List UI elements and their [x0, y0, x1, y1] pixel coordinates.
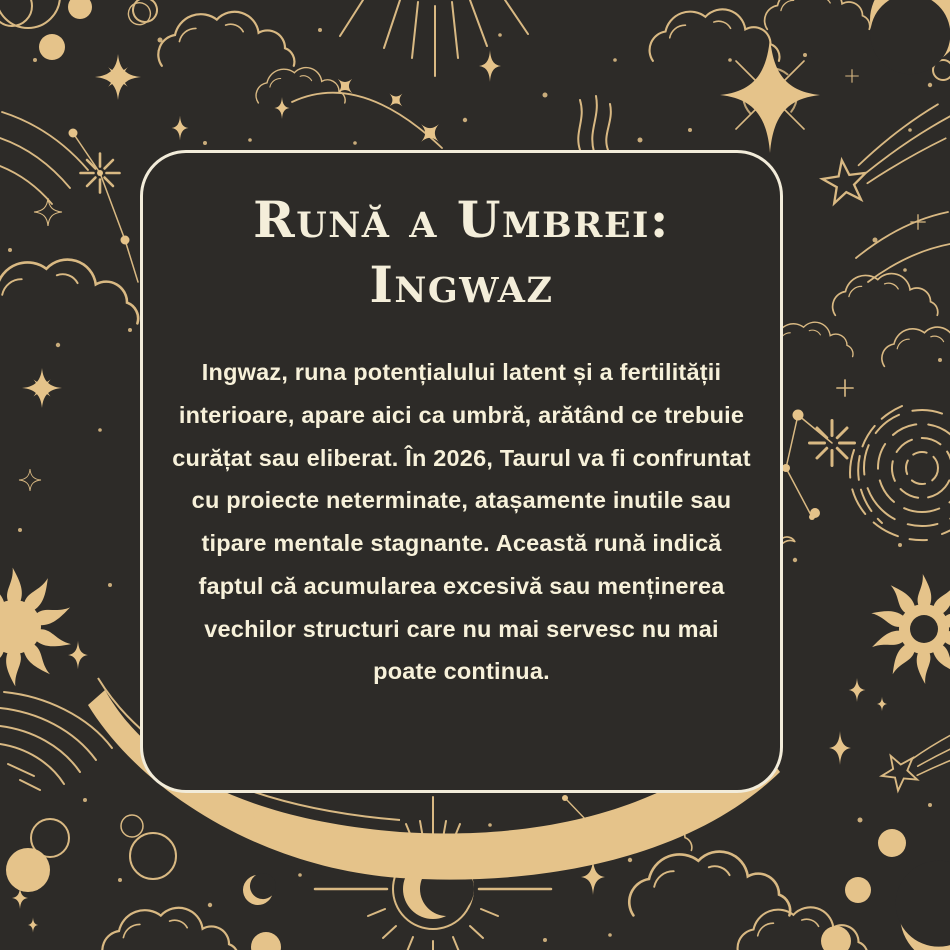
flame-lines-icon: [578, 96, 611, 152]
circle-icon: [130, 833, 176, 879]
four-point-sparkle-icon: [172, 116, 189, 141]
moon-icon: [6, 848, 50, 892]
cloud-icon: [102, 908, 238, 950]
constellation-icon: [292, 93, 442, 148]
card-title: [161, 187, 762, 317]
sun-icon: [869, 574, 950, 684]
crescent-moon-icon: [239, 869, 281, 909]
moon-icon: [878, 829, 906, 857]
constellation-icon: [73, 133, 138, 282]
moon-icon: [845, 877, 871, 903]
four-point-star-icon: [34, 198, 62, 226]
four-point-sparkle-icon: [849, 678, 866, 702]
cloud-icon: [158, 12, 294, 66]
cloud-icon: [629, 852, 790, 916]
sun-rays-icon: [340, 0, 528, 76]
shooting-star-icon: [808, 101, 950, 217]
title-line-1: Rună a Umbrei:: [253, 190, 670, 249]
content-card: [140, 150, 783, 793]
sun-icon: [0, 568, 73, 687]
card-body-text: Ingwaz, runa potențialului latent și a fertilității interioare, apare aici ca umbră, arătând ce trebuie curățat sau eliberat. În 2026, Taurul va fi confruntat cu proiecte neterminate, atașamente inutile sau tipare mentale stagnante. Această rună indică faptul că acumularea excesivă sau menținerea vechilor structuri care nu mai servesc nu mai poate continua.: [172, 359, 751, 685]
cloud-icon: [0, 260, 138, 324]
four-point-sparkle-icon: [28, 917, 38, 932]
title-line-2: Ingwaz: [369, 255, 554, 314]
moon-icon: [821, 926, 851, 950]
cloud-icon: [650, 9, 780, 61]
moon-icon: [68, 0, 92, 19]
four-point-sparkle-icon: [479, 50, 501, 82]
swoosh-arcs-icon: [0, 112, 88, 204]
crescent-moon-icon: [845, 0, 950, 91]
constellation-icon: [786, 415, 855, 517]
circle-icon: [121, 815, 143, 837]
moon-icon: [39, 34, 65, 60]
four-point-star-icon: [19, 469, 41, 491]
swoosh-arcs-icon: [856, 212, 950, 282]
cloud-icon: [765, 0, 870, 29]
four-point-sparkle-icon: [383, 87, 408, 112]
four-point-sparkle-icon: [274, 97, 289, 119]
four-point-sparkle-icon: [68, 641, 88, 670]
cloud-icon: [833, 274, 938, 316]
four-point-sparkle-icon: [829, 731, 851, 765]
crescent-moon-icon: [0, 0, 60, 28]
four-point-sparkle-icon: [877, 697, 887, 711]
spiral-galaxy-icon: [840, 386, 950, 549]
four-point-sparkle-icon: [412, 115, 447, 150]
eight-point-star-icon: [22, 368, 62, 408]
eight-point-star-icon: [95, 54, 141, 100]
plus-sparkle-icon: [846, 70, 859, 83]
plus-sparkle-icon: [837, 380, 853, 396]
shooting-star-icon: [872, 719, 950, 796]
moon-icon: [251, 932, 281, 950]
plus-sparkle-icon: [911, 215, 925, 229]
crescent-moon-icon: [124, 0, 161, 31]
